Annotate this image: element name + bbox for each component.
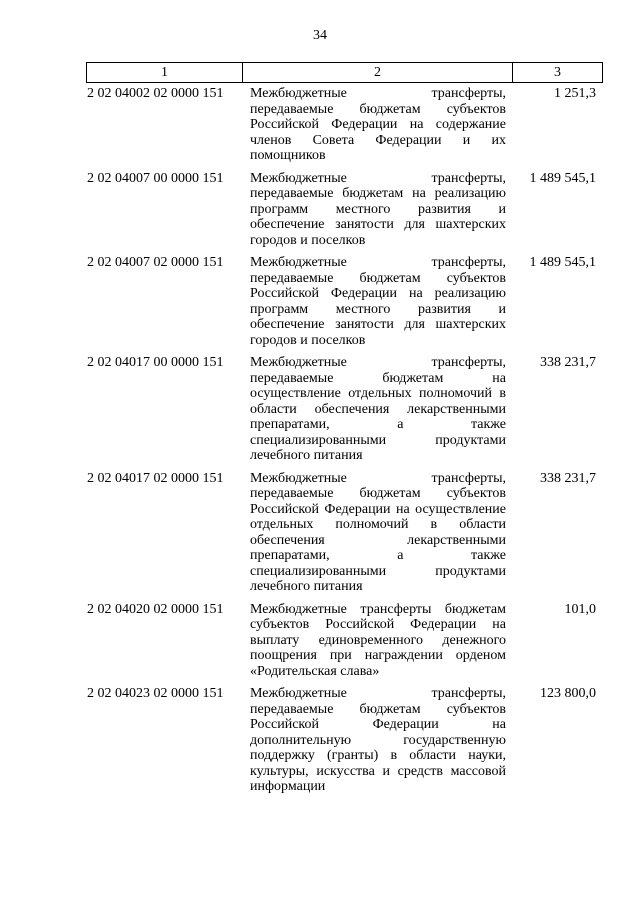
table-row xyxy=(86,171,602,256)
table-row xyxy=(86,686,602,802)
table-row xyxy=(86,86,602,171)
row-name: Межбюджетные трансферты, передаваемые бюджетам субъектов Российской Федерации на осуществление отдельных полномочий в области обеспечения лекарственными препаратами, а также специализированными продуктами лечебного питания xyxy=(250,470,506,594)
table-row xyxy=(86,355,602,471)
row-code: 2 02 04007 00 0000 151 xyxy=(87,170,224,186)
row-code: 2 02 04023 02 0000 151 xyxy=(87,686,224,701)
row-amount: 1 489 545,1 xyxy=(529,255,596,270)
row-code: 2 02 04007 02 0000 151 xyxy=(87,255,224,270)
table-row xyxy=(86,602,602,687)
column-header-amount: 3 xyxy=(513,63,603,83)
row-name: Межбюджетные трансферты, передаваемые бюджетам субъектов Российской Федерации на реализацию программ местного развития и обеспечение занятости для шахтерских городов и поселков xyxy=(250,255,506,348)
row-amount: 338 231,7 xyxy=(540,355,596,370)
row-name: Межбюджетные трансферты, передаваемые бюджетам субъектов Российской Федерации на дополнительную государственную поддержку (гранты) в области науки, культуры, искусства и средств массовой информации xyxy=(250,686,506,794)
row-code: 2 02 04017 00 0000 151 xyxy=(87,355,224,370)
column-header-name: 2 xyxy=(243,63,513,83)
column-header-code: 1 xyxy=(87,63,243,83)
row-code: 2 02 04017 02 0000 151 xyxy=(87,470,224,486)
row-code: 2 02 04002 02 0000 151 xyxy=(87,86,224,101)
table-row xyxy=(86,471,602,602)
table-row xyxy=(86,255,602,355)
row-code: 2 02 04020 02 0000 151 xyxy=(87,601,224,617)
column-header-table xyxy=(86,62,603,83)
row-amount: 123 800,0 xyxy=(540,686,596,701)
page-number: 34 xyxy=(313,28,327,43)
row-name: Межбюджетные трансферты, передаваемые бюджетам субъектов Российской Федерации на содержание членов Совета Федерации и их помощников xyxy=(250,86,506,163)
row-name: Межбюджетные трансферты, передаваемые бюджетам на осуществление отдельных полномочий в области обеспечения лекарственными препаратами, а также специализированными продуктами лечебного питания xyxy=(250,355,506,463)
column-header-row xyxy=(87,63,603,83)
row-amount: 338 231,7 xyxy=(540,470,596,486)
row-name: Межбюджетные трансферты, передаваемые бюджетам на реализацию программ местного развития и обеспечение занятости для шахтерских городов и поселков xyxy=(250,170,506,248)
row-amount: 1 489 545,1 xyxy=(529,170,596,186)
row-amount: 101,0 xyxy=(564,601,596,617)
row-amount: 1 251,3 xyxy=(554,86,596,101)
row-name: Межбюджетные трансферты бюджетам субъектов Российской Федерации на выплату единовременного денежного поощрения при награждении орденом «Родительская слава» xyxy=(250,601,506,679)
budget-table xyxy=(86,86,602,802)
